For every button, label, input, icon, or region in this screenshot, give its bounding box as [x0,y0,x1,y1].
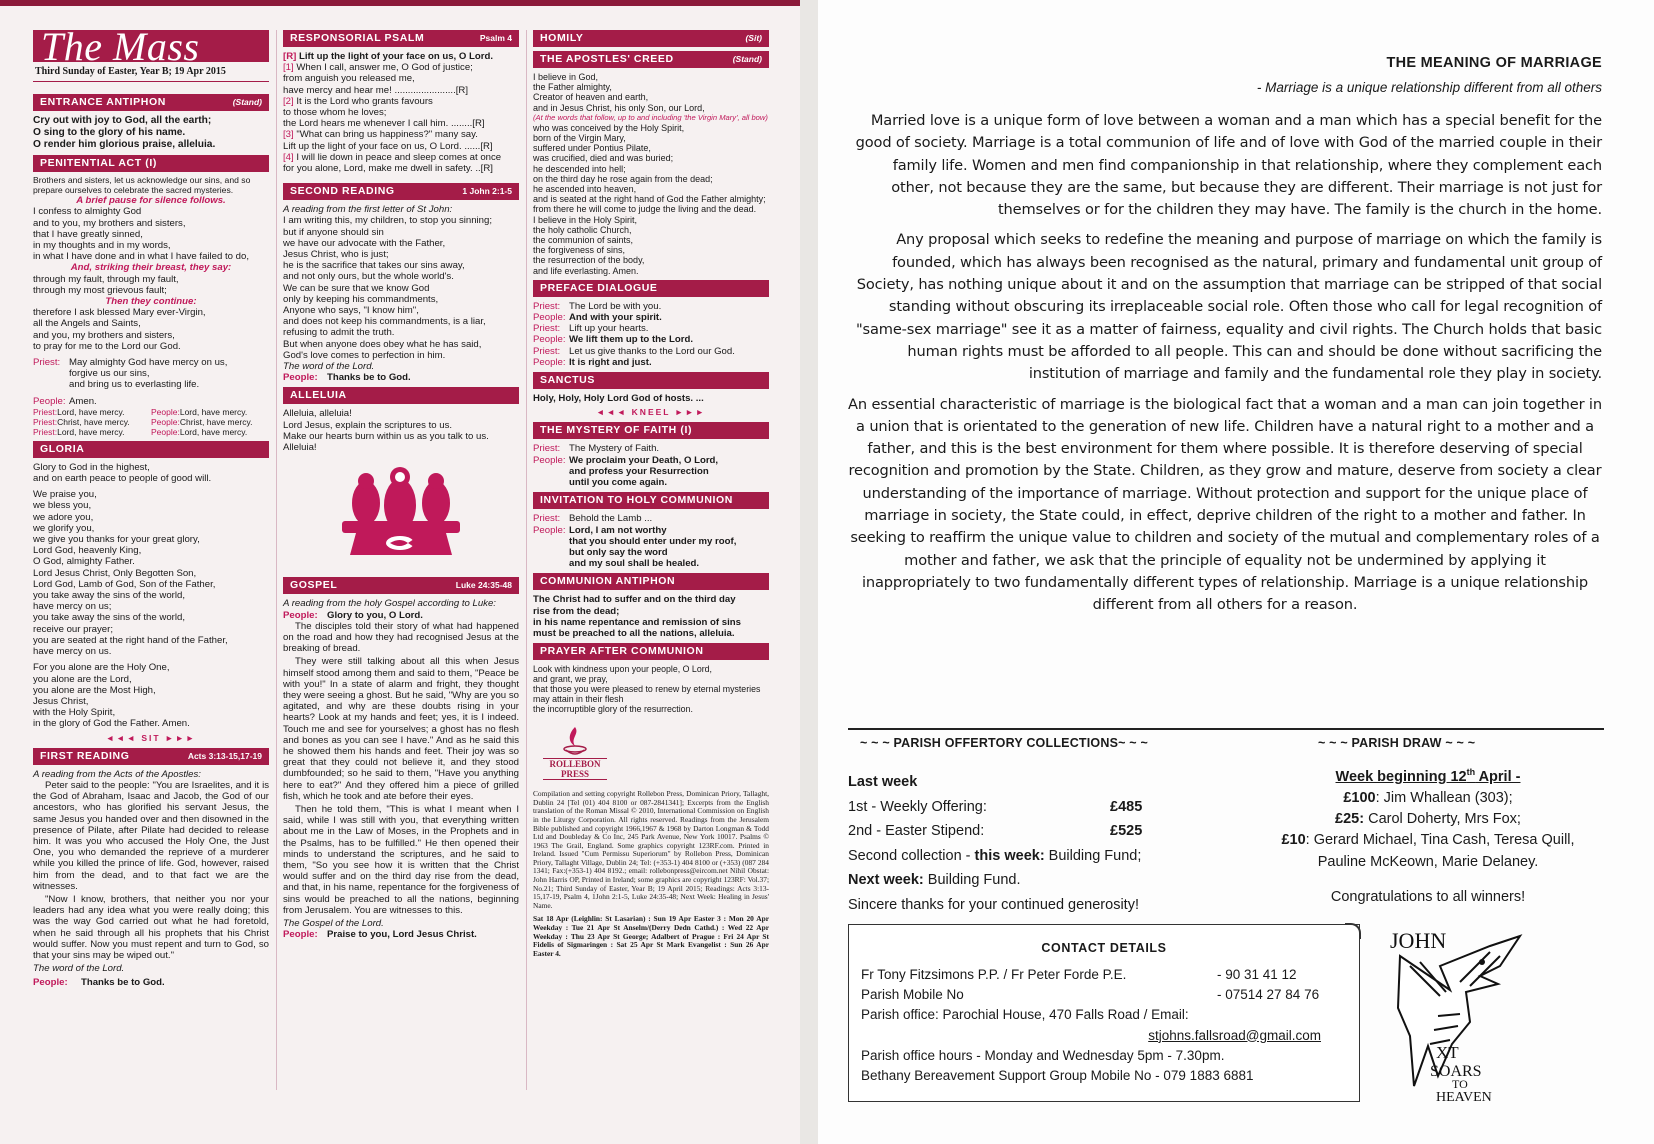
mass-leaflet-sheet [0,0,800,1144]
thanks-line: Sincere thanks for your continued generosity! [848,896,1139,913]
creed-rubric: (At the words that follow, up to and including 'the Virgin Mary', all bow) [533,112,768,122]
kyrie-row: Priest:Lord, have mercy. People:Lord, have mercy. [33,406,248,417]
second-collection-line: Second collection - this week: Building Fund; [848,847,1142,864]
contact-heading: CONTACT DETAILS [1041,941,1167,955]
gospel-paragraph: Then he told them, "This is what I meant when I said, while I was still with you, that everything written about me in the Law of Moses, in the Prophets and in the Psalms, has to be fulfilled." He then opened their minds to understand the scriptures, and he said to them, "So you see how it is written that the Christ would suffer and on the third day rise from the dead, and that, in his name, repentance for the forgiveness of sins would be preached to all the nations, beginning from Jerusalem. You are witnesses to this. [283,803,519,916]
kyrie-row: Priest:Lord, have mercy. People:Lord, have mercy. [33,426,248,437]
gloria-text: We praise you, we bless you, we adore you, we glorify you, we give you thanks for your great glory, [33,489,200,546]
entrance-text: Cry out with joy to God, all the earth; O sing to the glory of his name. O render him glorious praise, alleluia. [33,115,216,150]
section-entrance-antiphon: ENTRANCE ANTIPHON (Stand) [33,94,269,111]
collection-row: 1st - Weekly Offering: £485 [848,798,1143,815]
article-paragraph: Married love is a unique form of love between a woman and a man which has a special benefit for the good of society. Marriage is a total communion of life and of love with God of the married couple in their family life. Women and men find companionship in that relationship, where they complement each other, not because they are the same, but because they are different. Their marriage is not just for themselves or for the children they may have. The family is the church in the home. [855,112,1602,219]
column-divider [526,30,527,1090]
draw-week: Week beginning 12th April - [1335,767,1521,785]
svg-text:SOARS: SOARS [1430,1063,1482,1080]
priest-line: Priest: Behold the Lamb ... [533,513,653,525]
draw-prize-10: £10: Gerard Michael, Tina Cash, Teresa Quill, [1281,832,1575,849]
psalm-response: [R] Lift up the light of your face on us, O Lord. [283,51,493,62]
gospel-paragraph: They were still talking about all this when Jesus himself stood among them and said to them, "Peace be with you!" In a state of alarm and fright, they thought they were seeing a ghost. But he said, "Why are you so agitated, and why are these doubts rising in your hearts? Look at my hands and feet; yes, it is I indeed. Touch me and see for yourselves; a ghost has no flesh and bones as you can see I have." And as he said this he showed them his hands and feet. Their joy was so great that they could not believe it, and they stood dumbfounded; so he said to them, "Have you anything here to eat?" And they offered him a piece of grilled fish, which he took and ate before their eyes. [283,656,519,802]
psalm-verse: [2] It is the Lord who grants favours to those whom he loves; the Lord hears me whenever I call him. ........[R] [283,95,485,130]
offertory-heading: ~ ~ ~ PARISH OFFERTORY COLLECTIONS~ ~ ~ [860,736,1148,750]
parish-bulletin-sheet [818,0,1654,1144]
gloria-text: For you alone are the Holy One, you alone are the Lord, you alone are the Most High, Jesus Christ, with the Holy Spirit, in the glory of God the Father. Amen. [33,662,190,730]
dialogue-line: People: And with your spirit. [533,312,662,324]
column-3 [533,30,769,958]
kyrie [33,407,269,437]
reading-end: The word of the Lord. [283,361,375,373]
offertory-collections [848,770,1228,918]
reading-text: I am writing this, my children, to stop you sinning; but if anyone should sin we have our advocate with the Father, Jesus Christ, who is just; he is the sacrifice that takes our sins away, and not only ours, but the whole world's. We can be sure that we know God only by keeping his commandments, Anyone who says, "I know him", and does not keep his commandments, is a liar, refusing to admit the truth. But when anyone does obey what he has said, God's love comes to perfection in him. [283,215,493,361]
psalm-verse: [4] I will lie down in peace and sleep comes at once for you alone, Lord, make me dwell in safety. ..[R] [283,151,502,175]
section-preface-dialogue: PREFACE DIALOGUE [533,280,769,297]
st-john-eagle-logo [1380,926,1530,1102]
priest-line: Priest: May almighty God have mercy on us, forgive us our sins, and bring us to everlasting life. [33,357,228,391]
section-invitation-communion: INVITATION TO HOLY COMMUNION [533,492,769,509]
posture-cue: ◄◄◄ SIT ►►► [105,732,197,743]
priest-line: Priest: The Mystery of Faith. [533,443,660,455]
people-line: People: Glory to you, O Lord. [283,609,423,621]
svg-text:JOHN: JOHN [1390,928,1447,953]
article-subtitle: - Marriage is a unique relationship different from all others [1256,80,1602,95]
collection-rows [848,795,1228,844]
section-penitential-act: PENITENTIAL ACT (I) [33,155,269,172]
reading-end: The Gospel of the Lord. [283,917,384,929]
liturgical-calendar: Sat 18 Apr (Leighlin: St Lasarian) : Sun 19 Apr Easter 3 : Mon 20 Apr Weekday : Tue 21 Apr St Anselm/(Derry Dedn Cathd.) : Wed 22 Apr Weekday : Thu 23 Apr St George; Adalbert of Prague : Fri 24 Apr St Fidelis of Sigmaringen : Sat 25 Apr St Mark Evangelist : Sun 26 Apr Easter 4. [533,914,769,958]
dialogue-line: People: It is right and just. [533,356,652,368]
people-line: People: Lord, I am not worthy that you should enter under my roof, but only say the word and my soul shall be healed. [533,524,737,570]
rubric: And, striking their breast, they say: [70,262,232,274]
draw-prize-100: £100: Jim Whallean (303); [1343,790,1513,807]
next-week-line: Next week: Building Fund. [848,872,1021,889]
section-communion-antiphon: COMMUNION ANTIPHON [533,573,769,590]
posture-cue: ◄◄◄ KNEEL ►►► [596,407,706,418]
people-line: People: Thanks be to God. [33,977,165,989]
svg-text:XT: XT [1436,1043,1459,1062]
rubric: Then they continue: [105,296,197,308]
section-gloria: GLORIA [33,441,269,458]
parish-draw-heading: ~ ~ ~ PARISH DRAW ~ ~ ~ [1318,736,1476,750]
parish-email-link[interactable]: stjohns.fallsroad@gmail.com [1148,1027,1321,1043]
contact-rows [861,965,1351,1086]
rollebon-press-logo: ROLLEBON PRESS [543,724,607,780]
column-divider [276,30,277,1090]
dialogue-line: Priest: Lift up your hearts. [533,323,649,335]
parish-draw [1258,762,1598,908]
people-line: People: Praise to you, Lord Jesus Christ. [283,929,477,941]
contact-row: Parish Mobile No - 07514 27 84 76 [861,987,1320,1003]
confiteor: through my fault, through my fault, through my most grievous fault; [33,273,179,296]
dialogue-line: Priest: Let us give thanks to the Lord our God. [533,345,735,357]
section-divider [848,728,1604,730]
bethany-support: Bethany Bereavement Support Group Mobile No - 079 1883 6881 [861,1068,1254,1084]
people-line: People: Thanks be to God. [283,372,411,384]
kyrie-row: Priest:Christ, have mercy. People:Christ, have mercy. [33,416,253,427]
penitential-intro: Brothers and sisters, let us acknowledge our sins, and so prepare ourselves to celebrate the sacred mysteries. [33,175,251,195]
psalm-verse: [1] When I call, answer me, O God of justice; from anguish you released me, have mercy and hear me! .......................[R] [283,62,473,96]
section-first-reading: FIRST READING Acts 3:13-15,17-19 [33,748,269,765]
section-alleluia: ALLELUIA [283,387,519,404]
creed-text: who was conceived by the Holy Spirit, born of the Virgin Mary, suffered under Pontius Pilate, was crucified, died and was buried; he descended into hell; on the third day he rose again from the dead; he ascended into heaven, and is seated at the right hand of God the Father almighty; from there he will come to judge the living and the dead. I believe in the Holy Spirit, the holy catholic Church, the communion of saints, the forgiveness of sins, the resurrection of the body, and life everlasting. Amen. [533,122,766,276]
article-paragraph: Any proposal which seeks to redefine the meaning and purpose of marriage on which the family is founded, which has always been recognised as the natural, primary and fundamental unit group of Society, has nothing unique about it and on the assumption that marriage can be stripped of that social standing without obscuring its irreplaceable social role. Often those who call for legal recognition of "same-sex marriage" see it as a matter of fairness, equality and civil rights. The Church holds that basic human rights must be afforded to all people. This can and should be done without sacrificing the institution of marriage and family and the fundamental role they play in society. [855,231,1602,383]
top-border [0,0,800,6]
copyright-notice: Compilation and setting copyright Rollebon Press, Dominican Priory, Tallaght, Dublin 24 [Tel (01) 404 8100 or 087-2841341]; Excerpts from the English translation of the Roman Missal © 2010, International Commission on English in the Liturgy Corporation. All rights reserved. Readings from the Jerusalem Bible published and copyright 1966,1967 & 1968 by Darton Longman & Todd Ltd and Doubleday & Co Inc, 245 Park Avenue, New York 10017. Psalms © 1963 The Grail, England. Some graphics copyright 123RF.com. Printed in Ireland. Issued "Cum Permissu Superiorum" by Rollebon Press, Dominican Priory, Tallaght Village, Dublin 24; Tel: (+353-1) 404 8100 or (+353) (087 284 1341; Fax:(+353-1) 404 8192.; email: rollebonpress@eircom.net Nihil Obstat: John Harris OP, Printed in Ireland; some graphics are copyright 123RF: Vol.37; No.21; Third Sunday of Easter, Year B; 19 April 2015; Readings: Acts 3:13-15,17-19, Psalm 4, 1John 2:1-5, Luke 24:35-48; Next Week: Healing in Jesus' Name. [533,789,769,910]
section-homily: HOMILY (Sit) [533,30,769,47]
alleluia-text: Alleluia, alleluia! Lord Jesus, explain the scriptures to us. Make our hearts burn within us as you talk to us. Alleluia! [283,408,489,454]
rubric: A brief pause for silence follows. [76,195,226,207]
contact-details-box [848,924,1360,1102]
people-line: People: Amen. [33,395,97,407]
reading-paragraph: Peter said to the people: "You are Israelites, and it is the God of Abraham, Isaac and Jacob, the God of our ancestors, who has glorified his servant Jesus, the same Jesus you handed over and then disowned in the presence of Pilate, after Pilate had decided to release him. It was you who accused the Holy One, the Just One, you who demanded the reprieve of a murderer while you killed the prince of life. God, however, raised him from the dead, and to that fact we are the witnesses. [33,779,269,892]
supper-at-emmaus-illustration [283,461,519,557]
confiteor: I confess to almighty God and to you, my brothers and sisters, that I have greatly sinned, in my thoughts and in my words, in what I have done and in what I have failed to do, [33,206,250,263]
office-hours: Parish office hours - Monday and Wednesday 5pm - 7.30pm. [861,1047,1225,1063]
section-responsorial-psalm: RESPONSORIAL PSALM Psalm 4 [283,30,519,47]
psalm-verse: [3] "What can bring us happiness?" many say. Lift up the light of your face on us, O Lord. ......[R] [283,129,493,152]
mass-date: Third Sunday of Easter, Year B; 19 Apr 2015 [33,62,269,82]
article-title: THE MEANING OF MARRIAGE [1386,55,1602,71]
draw-prize-10-cont: Pauline McKeown, Marie Delaney. [1317,853,1539,870]
dialogue-line: People: We lift them up to the Lord. [533,334,693,346]
section-sanctus: SANCTUS [533,372,769,389]
section-mystery-of-faith: THE MYSTERY OF FAITH (I) [533,422,769,439]
reading-intro: A reading from the Acts of the Apostles: [33,768,201,780]
congratulations: Congratulations to all winners! [1330,888,1526,905]
emmaus-illustration [336,461,466,557]
people-line: People: We proclaim your Death, O Lord, and profess your Resurrection until you come again. [533,454,719,489]
creed-text: I believe in God, the Father almighty, Creator of heaven and earth, and in Jesus Christ, his only Son, our Lord, [533,72,705,113]
parish-office-address: Parish office: Parochial House, 470 Falls Road / Email: [861,1007,1189,1023]
preface-dialogue [533,301,769,368]
section-gospel: GOSPEL Luke 24:35-48 [283,577,519,594]
eagle-icon [1380,926,1530,1102]
reading-paragraph: "Now I know, brothers, that neither you nor your leaders had any idea what you were really doing; this was the way God carried out what he had foretold, when he said through all his prophets that his Christ would suffer. Now you must repent and turn to God, so that your sins may be wiped out." [33,893,269,961]
dialogue-line: Priest: The Lord be with you. [533,300,662,312]
section-second-reading: SECOND READING 1 John 2:1-5 [283,183,519,200]
confiteor: therefore I ask blessed Mary ever-Virgin, all the Angels and Saints, and you, my brothers and sisters, to pray for me to the Lord our God. [33,307,206,352]
gloria-text: Lord God, heavenly King, O God, almighty Father. Lord Jesus Christ, Only Begotten Son, Lord God, Lamb of God, Son of the Father, you take away the sins of the world, have mercy on us; you take away the sins of the world, receive our prayer; you are seated at the right hand of the Father, have mercy on us. [33,545,228,658]
draw-prize-25: £25: Carol Doherty, Mrs Fox; [1335,811,1521,828]
reading-intro: A reading from the first letter of St John: [283,204,453,216]
gospel-paragraph: The disciples told their story of what had happened on the road and how they had recognised Jesus at the breaking of bread. [283,620,519,655]
section-prayer-after-communion: PRAYER AFTER COMMUNION [533,643,769,660]
contact-row: Fr Tony Fitzsimons P.P. / Fr Peter Forde P.E. - 90 31 41 12 [861,967,1297,982]
prayer-text: Look with kindness upon your people, O Lord, and grant, we pray, that those you were pleased to renew by eternal mysteries may attain in their flesh the incorruptible glory of the resurrection. [533,664,761,715]
column-2 [283,30,519,940]
article-body [848,110,1602,625]
reading-end: The word of the Lord. [33,963,125,975]
flame-icon [558,724,592,758]
collection-row: 2nd - Easter Stipend: £525 [848,823,1143,840]
communion-antiphon-text: The Christ had to suffer and on the third day rise from the dead; in his name repentance and remission of sins must be preached to all the nations, alleluia. [533,594,741,639]
section-apostles-creed: THE APOSTLES' CREED (Stand) [533,51,769,68]
article-paragraph: An essential characteristic of marriage is the biological fact that a woman and a man can join together in a union that is orientated to the generation of new life. Children have a natural right to a mother and a father, and this is the best environment for them where possible. It is therefore deserving of special recognition and promotion by the State. Children, as they grow and mature, deserve from society a clear understanding of the importance of marriage. Without protection and support for the unique place of marriage in society, the State could, in effect, deprive children of the right to a mother and father. In seeking to reaffirm the unique value to children and society of the mutual and complementary roles of a mother and father, we ask that the principle of equality not be undermined by applying it inappropriately to two fundamentally different types of relationship. Marriage is a unique relationship different from all others for a reason. [848,395,1602,614]
last-week-label: Last week [848,774,918,790]
svg-text:TO: TO [1452,1077,1468,1091]
sanctus-text: Holy, Holy, Holy Lord God of hosts. ... [533,393,704,405]
masthead: The Mass [33,30,269,62]
column-1 [33,24,269,989]
reading-intro: A reading from the holy Gospel according to Luke: [283,598,496,610]
gloria-text: Glory to God in the highest, and on earth peace to people of good will. [33,461,212,485]
svg-text:HEAVEN: HEAVEN [1436,1090,1492,1102]
